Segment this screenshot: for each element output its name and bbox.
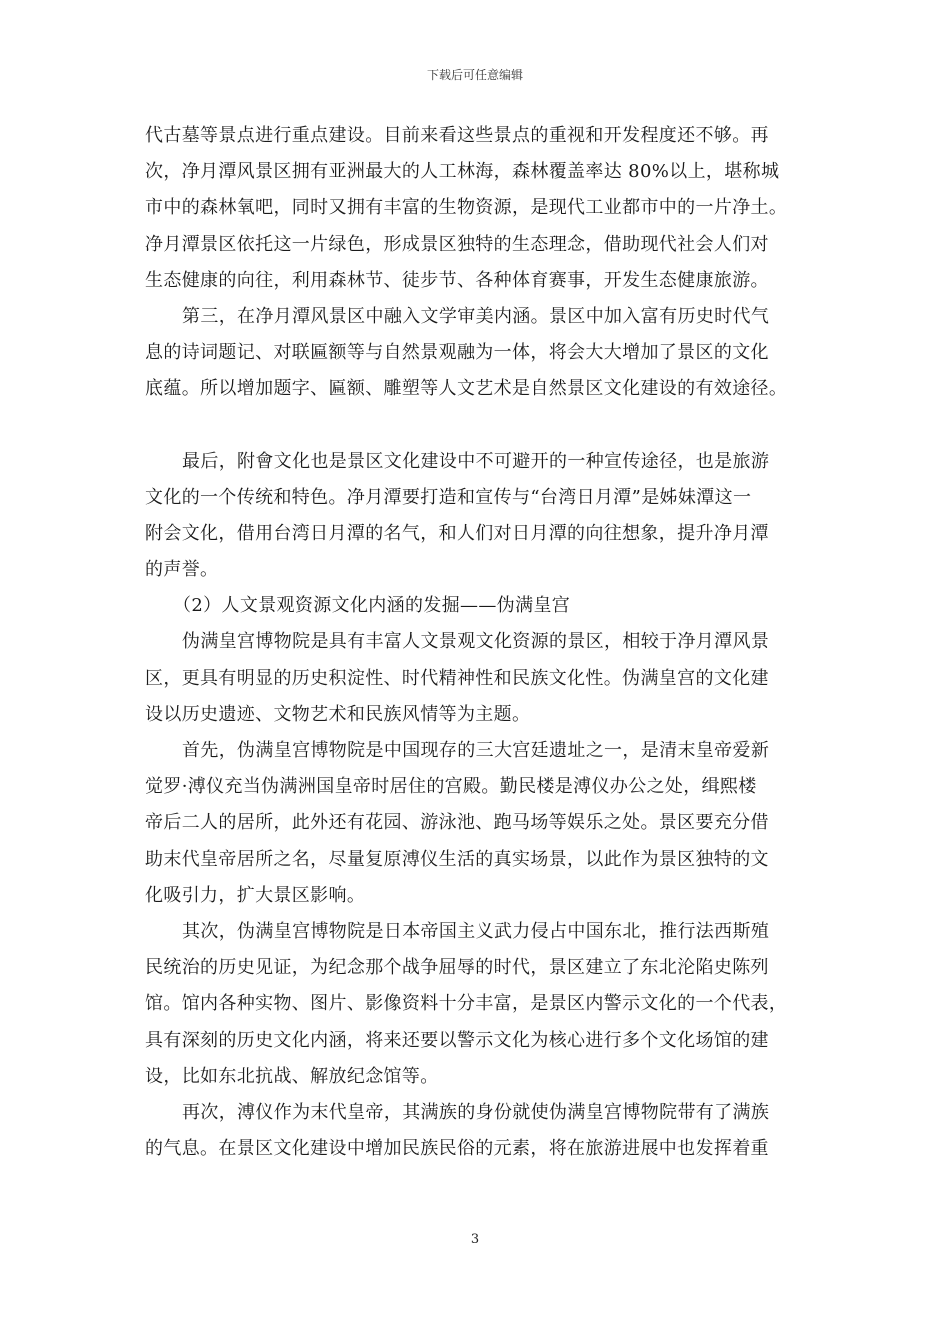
text-line: 的声誉。: [145, 559, 219, 581]
text-line: 最后，附會文化也是景区文化建设中不可避开的一种宣传途径，也是旅游: [182, 450, 770, 472]
paragraph: [145, 733, 815, 914]
paragraph: [145, 624, 815, 733]
text-line: 再次，溥仪作为末代皇帝，其满族的身份就使伪满皇宫博物院带有了满族: [182, 1101, 770, 1123]
text-line: 生态健康的向往，利用森林节、徒步节、各种体育赛事，开发生态健康旅游。: [145, 269, 769, 291]
paragraph: [145, 1095, 815, 1167]
text-line: 底蕴。所以增加题字、匾额、雕塑等人文艺术是自然景区文化建设的有效途径。: [145, 378, 788, 400]
text-line: 第三，在净月潭风景区中融入文学审美内涵。景区中加入富有历史时代气: [182, 305, 770, 327]
section-heading: （2）人文景观资源文化内涵的发掘——伪满皇宫: [173, 595, 571, 617]
text-line: 化吸引力，扩大景区影响。: [145, 884, 366, 906]
text-line: 附会文化，借用台湾日月潭的名气，和人们对日月潭的向往想象，提升净月潭: [145, 522, 769, 544]
text-line: 具有深刻的历史文化内涵，将来还要以警示文化为核心进行多个文化场馆的建: [145, 1029, 769, 1051]
text-line: 民统治的历史见证，为纪念那个战争屈辱的时代，景区建立了东北沦陷史陈列: [145, 957, 769, 979]
text-line: 帝后二人的居所，此外还有花园、游泳池、跑马场等娱乐之处。景区要充分借: [145, 812, 769, 834]
text-line: 息的诗词题记、对联匾额等与自然景观融为一体，将会大大增加了景区的文化: [145, 342, 769, 364]
document-body: [145, 118, 815, 1167]
paragraph: [145, 444, 815, 589]
text-line: 设，比如东北抗战、解放纪念馆等。: [145, 1065, 439, 1087]
text-line: 觉罗·溥仪充当伪满洲国皇帝时居住的宫殿。勤民楼是溥仪办公之处，缉熙楼: [145, 776, 757, 798]
text-line: 区，更具有明显的历史积淀性、时代精神性和民族文化性。伪满皇宫的文化建: [145, 667, 769, 689]
text-line: 首先，伪满皇宫博物院是中国现存的三大宫廷遗址之一，是清末皇帝爱新: [182, 740, 770, 761]
text-line: 馆。馆内各种实物、图片、影像资料十分丰富，是景区内警示文化的一个代表，: [145, 993, 788, 1015]
text-line: 代古墓等景点进行重点建设。目前来看这些景点的重视和开发程度还不够。再: [145, 125, 769, 146]
paragraph: [145, 118, 815, 299]
text-line: 其次，伪满皇宫博物院是日本帝国主义武力侵占中国东北，推行法西斯殖: [182, 920, 770, 942]
page-header: 下载后可任意编辑: [426, 68, 523, 82]
text-line: 净月潭景区依托这一片绿色，形成景区独特的生态理念，借助现代社会人们对: [145, 233, 769, 255]
text-line: 的气息。在景区文化建设中增加民族民俗的元素，将在旅游进展中也发挥着重: [145, 1138, 769, 1160]
text-line: 伪满皇宫博物院是具有丰富人文景观文化资源的景区，相较于净月潭风景: [182, 631, 770, 653]
text-line: 设以历史遗迹、文物艺术和民族风情等为主题。: [145, 703, 531, 725]
paragraph: [145, 914, 815, 1095]
text-line: 助末代皇帝居所之名，尽量复原溥仪生活的真实场景，以此作为景区独特的文: [145, 848, 769, 870]
paragraph: [145, 299, 815, 408]
text-line: 市中的森林氧吧，同时又拥有丰富的生物资源，是现代工业都市中的一片净土。: [145, 197, 788, 219]
text-line: 文化的一个传统和特色。净月潭要打造和宣传与“台湾日月潭”是姊妹潭这一: [145, 486, 752, 508]
paragraph-gap: [145, 408, 815, 444]
page-number: 3: [470, 1232, 480, 1247]
text-line: 次，净月潭风景区拥有亚洲最大的人工林海，森林覆盖率达 80%以上，堪称城: [145, 161, 780, 183]
